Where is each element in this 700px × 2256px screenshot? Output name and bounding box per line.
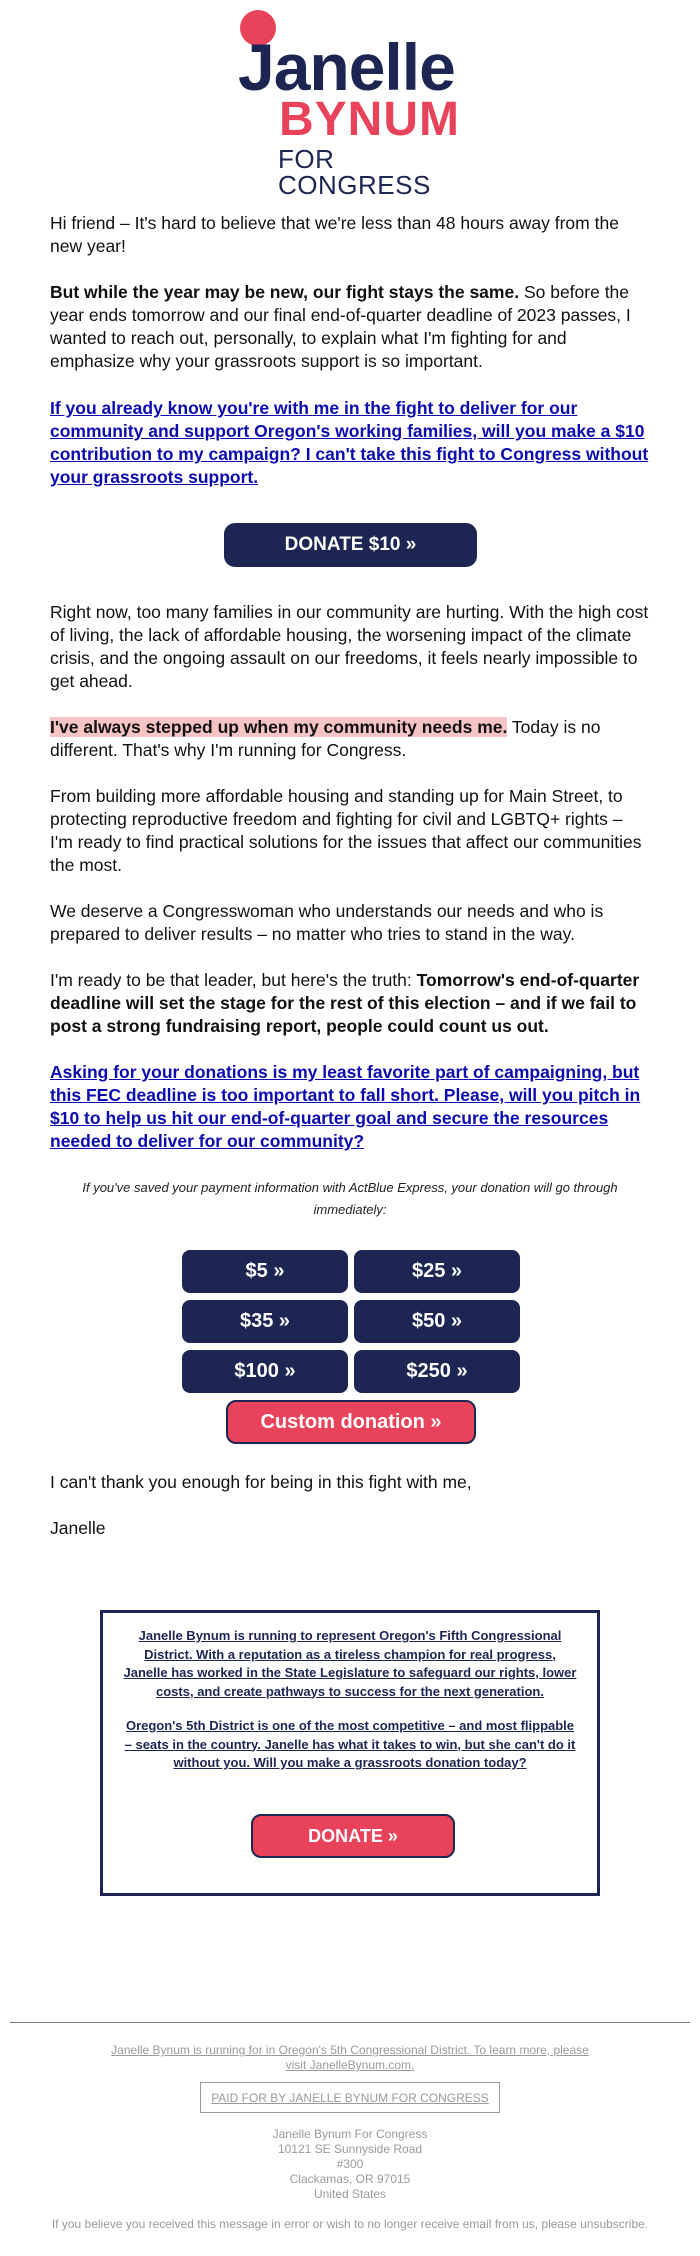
paragraph-stepped-up bbox=[50, 716, 650, 762]
thanks-paragraph: I can't thank you enough for being in this fight with me, bbox=[50, 1472, 472, 1492]
contribution-ask-link[interactable]: If you already know you're with me in the fight to deliver for our community and support Oregon's working families, will you make a $10 contribution to my campaign? I can't take this fight to Congress without your grassroots support. bbox=[50, 398, 649, 487]
highlighted-statement: I've always stepped up when my community needs me. bbox=[50, 717, 508, 737]
address-line: #300 bbox=[336, 2157, 364, 2171]
paragraph-deadline bbox=[50, 969, 650, 1038]
footer-address bbox=[50, 2127, 650, 2202]
custom-donation-button[interactable]: Custom donation » bbox=[226, 1400, 476, 1444]
donate-35-button[interactable]: $35 » bbox=[182, 1300, 348, 1343]
district-competitive-text: Oregon's 5th District is one of the most competitive – and most flippable – seats in the country. Janelle has what it takes to win, but she can't do it without you. Will you make a grassroots donation today? bbox=[124, 1718, 576, 1770]
unsubscribe-notice[interactable]: If you believe you received this message in error or wish to no longer receive email from us, please unsubscribe. bbox=[51, 2217, 649, 2231]
paragraph-year-fight bbox=[50, 281, 650, 373]
paragraph-year-fight-rest: So before the year ends tomorrow and our final end-of-quarter deadline of 2023 passes, I wanted to reach out, personally, to explain what I'm fighting for and emphasize why your grassroots support is so important. bbox=[50, 282, 631, 371]
logo-last-name: BYNUM bbox=[279, 93, 460, 146]
paragraph-solutions: From building more affordable housing and standing up for Main Street, to protecting reproductive freedom and fighting for civil and LGBTQ+ rights – I'm ready to find practical solutions for the issues that affect our communities the most. bbox=[50, 786, 642, 875]
signoff: Janelle bbox=[50, 1518, 106, 1538]
paragraph-year-fight-bold: But while the year may be new, our fight stays the same. bbox=[50, 282, 520, 302]
paragraph-deadline-start: I'm ready to be that leader, but here's the truth: bbox=[50, 970, 417, 990]
paid-for-by-notice: PAID FOR BY JANELLE BYNUM FOR CONGRESS bbox=[200, 2082, 500, 2113]
about-candidate-text: Janelle Bynum is running to represent Oregon's Fifth Congressional District. With a reputation as a tireless champion for real progress, Janelle has worked in the State Legislature to safeguard our rights, lower costs, and create pathways to success for the next generation. bbox=[123, 1628, 577, 1699]
address-line: 10121 SE Sunnyside Road bbox=[277, 2142, 423, 2156]
donate-5-button[interactable]: $5 » bbox=[182, 1250, 348, 1293]
donate-25-button[interactable]: $25 » bbox=[354, 1250, 520, 1293]
about-candidate-box bbox=[100, 1610, 600, 1896]
box-donate-button[interactable]: DONATE » bbox=[251, 1814, 455, 1858]
logo-tagline: FOR CONGRESS bbox=[278, 144, 431, 200]
donate-100-button[interactable]: $100 » bbox=[182, 1350, 348, 1393]
campaign-logo bbox=[224, 6, 484, 200]
footer-learn-more-link[interactable]: Janelle Bynum is running for in Oregon's 5th Congressional District. To learn more, please visit JanelleBynum.com. bbox=[111, 2043, 589, 2072]
address-line: Janelle Bynum For Congress bbox=[272, 2127, 428, 2141]
actblue-express-note: If you've saved your payment information with ActBlue Express, your donation will go through immediately: bbox=[82, 1180, 618, 1217]
paragraph-stepped-up-rest: Today is no different. That's why I'm running for Congress. bbox=[50, 717, 601, 760]
paragraph-congresswoman: We deserve a Congresswoman who understands our needs and who is prepared to deliver results – no matter who tries to stand in the way. bbox=[50, 901, 604, 944]
address-line: Clackamas, OR 97015 bbox=[289, 2172, 411, 2186]
donate-250-button[interactable]: $250 » bbox=[354, 1350, 520, 1393]
footer-divider bbox=[10, 2022, 690, 2023]
donate-10-button[interactable]: DONATE $10 » bbox=[224, 523, 477, 567]
paragraph-families-hurting: Right now, too many families in our community are hurting. With the high cost of living, the lack of affordable housing, the worsening impact of the climate crisis, and the ongoing assault on our freedoms, it feels nearly impossible to get ahead. bbox=[50, 602, 649, 691]
footer-running-text bbox=[100, 2043, 600, 2073]
donate-50-button[interactable]: $50 » bbox=[354, 1300, 520, 1343]
address-line: United States bbox=[313, 2187, 387, 2201]
intro-paragraph: Hi friend – It's hard to believe that we're less than 48 hours away from the new year! bbox=[50, 213, 619, 256]
fec-deadline-ask-link[interactable]: Asking for your donations is my least favorite part of campaigning, but this FEC deadline is too important to fall short. Please, will you pitch in $10 to help us hit our end-of-quarter goal and secure the resources needed to deliver for our community? bbox=[50, 1062, 641, 1151]
paragraph-deadline-bold: Tomorrow's end-of-quarter deadline will set the stage for the rest of this election – and if we fail to post a strong fundraising report, people could count us out. bbox=[50, 970, 640, 1036]
logo-first-name: Janelle bbox=[238, 30, 455, 104]
